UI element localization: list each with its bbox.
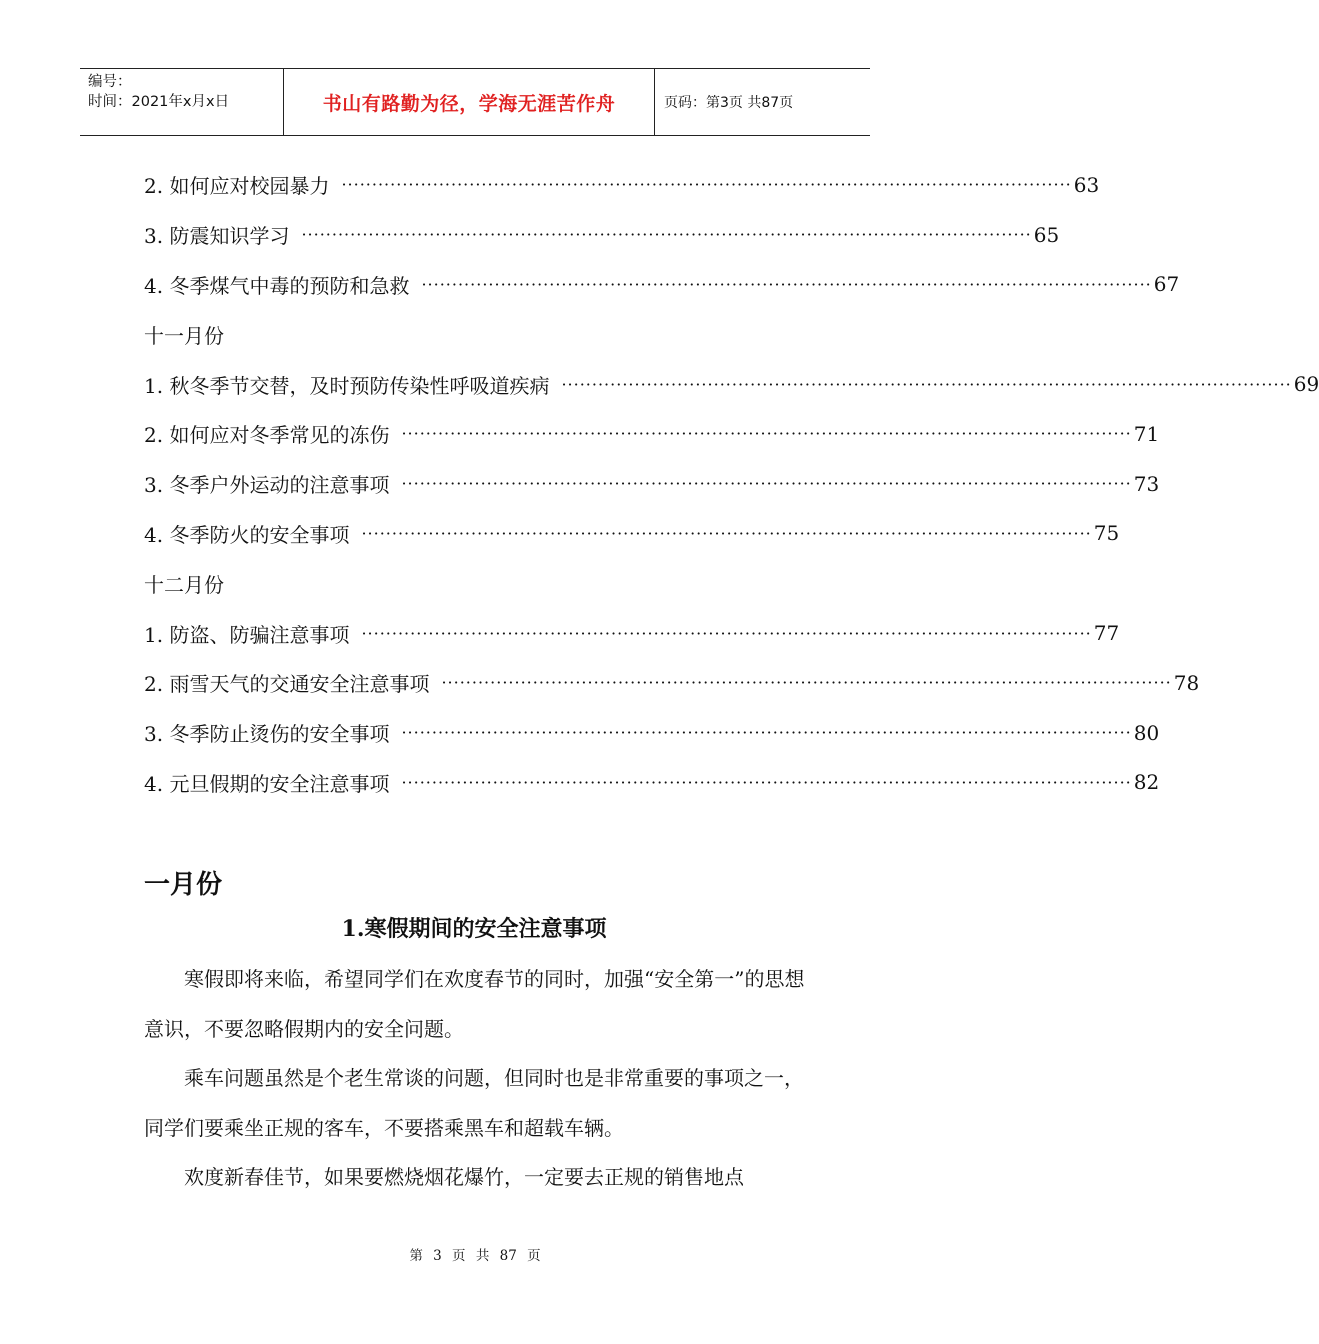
toc-leader-dots: ························································································································: [401, 723, 1132, 743]
toc-entry-page: 73: [1133, 471, 1160, 496]
toc-entry-page: 75: [1093, 521, 1120, 546]
toc-entry-label: 1. 秋冬季节交替，及时预防传染性呼吸道疾病: [144, 373, 550, 398]
toc-entry-page: 78: [1173, 670, 1200, 695]
toc-leader-dots: ························································································································: [341, 175, 1072, 195]
toc-entry[interactable]: [144, 658, 1200, 708]
toc-leader-dots: ························································································································: [301, 225, 1032, 245]
toc-entry-label: 3. 冬季户外运动的注意事项: [144, 473, 390, 498]
toc-entry-label: 3. 防震知识学习: [144, 224, 290, 249]
header-meta: [80, 69, 283, 135]
header-time-label: 时间：2021年x月x日: [88, 94, 230, 110]
toc-entry[interactable]: [144, 409, 1160, 459]
header-number-label: 编号：: [88, 74, 132, 90]
article-paragraph: 乘车问题虽然是个老生常谈的问题，但同时也是非常重要的事项之一，同学们要乘坐正规的客车，不要搭乘黑车和超载车辆。: [144, 1066, 804, 1140]
article-title: 1.寒假期间的安全注意事项: [341, 916, 607, 942]
toc-entry[interactable]: [144, 359, 1319, 409]
toc-entry[interactable]: [144, 608, 1120, 658]
toc-leader-dots: ························································································································: [361, 523, 1092, 543]
toc-leader-dots: ························································································································: [401, 772, 1132, 792]
toc-entry[interactable]: [144, 509, 1120, 559]
toc-entry-page: 82: [1133, 770, 1160, 795]
toc-leader-dots: ························································································································: [361, 623, 1092, 643]
article-paragraph: 欢度新春佳节，如果要燃烧烟花爆竹，一定要去正规的销售地点: [184, 1165, 744, 1189]
toc-entry-label: 3. 冬季防止烫伤的安全事项: [144, 722, 390, 747]
toc-leader-dots: ························································································································: [401, 474, 1132, 494]
toc-entry-label: 4. 冬季煤气中毒的预防和急救: [144, 273, 410, 298]
article-paragraph: 寒假即将来临，希望同学们在欢度春节的同时，加强“安全第一”的思想意识，不要忽略假期内的安全问题。: [144, 967, 805, 1041]
toc-month-heading: 十二月份: [144, 572, 224, 597]
toc-leader-dots: ························································································································: [441, 673, 1172, 693]
toc-entry[interactable]: [144, 210, 1060, 260]
toc-leader-dots: ························································································································: [561, 374, 1292, 394]
toc-entry-page: 67: [1153, 272, 1180, 297]
page-footer: 第 3 页 共 87 页: [409, 1248, 541, 1264]
toc-entry-label: 1. 防盗、防骗注意事项: [144, 622, 350, 647]
table-of-contents: [144, 160, 1319, 807]
toc-entry[interactable]: [144, 758, 1160, 808]
toc-entry-page: 69: [1293, 372, 1319, 397]
toc-entry-page: 65: [1033, 222, 1060, 247]
article-body: [144, 955, 816, 1203]
toc-entry-page: 71: [1133, 421, 1160, 446]
toc-entry-page: 77: [1093, 621, 1120, 646]
toc-entry[interactable]: [144, 708, 1160, 758]
toc-leader-dots: ························································································································: [401, 424, 1132, 444]
toc-entry-page: 63: [1073, 172, 1100, 197]
toc-entry-page: 80: [1133, 720, 1160, 745]
header-motto: 书山有路勤为径，学海无涯苦作舟: [283, 69, 655, 135]
toc-entry-label: 4. 元旦假期的安全注意事项: [144, 771, 390, 796]
toc-entry-label: 4. 冬季防火的安全事项: [144, 522, 350, 547]
toc-entry[interactable]: [144, 459, 1160, 509]
toc-entry-label: 2. 如何应对校园暴力: [144, 174, 330, 199]
toc-entry[interactable]: [144, 260, 1180, 310]
header-page-info: 页码：第3页 共87页: [664, 95, 794, 111]
toc-entry-label: 2. 如何应对冬季常见的冻伤: [144, 423, 390, 448]
toc-leader-dots: ························································································································: [421, 274, 1152, 294]
toc-entry-label: 2. 雨雪天气的交通安全注意事项: [144, 672, 430, 697]
document-header: [80, 68, 870, 136]
toc-entry[interactable]: [144, 160, 1100, 210]
toc-month-heading: 十一月份: [144, 323, 224, 348]
section-title: 一月份: [144, 870, 223, 900]
